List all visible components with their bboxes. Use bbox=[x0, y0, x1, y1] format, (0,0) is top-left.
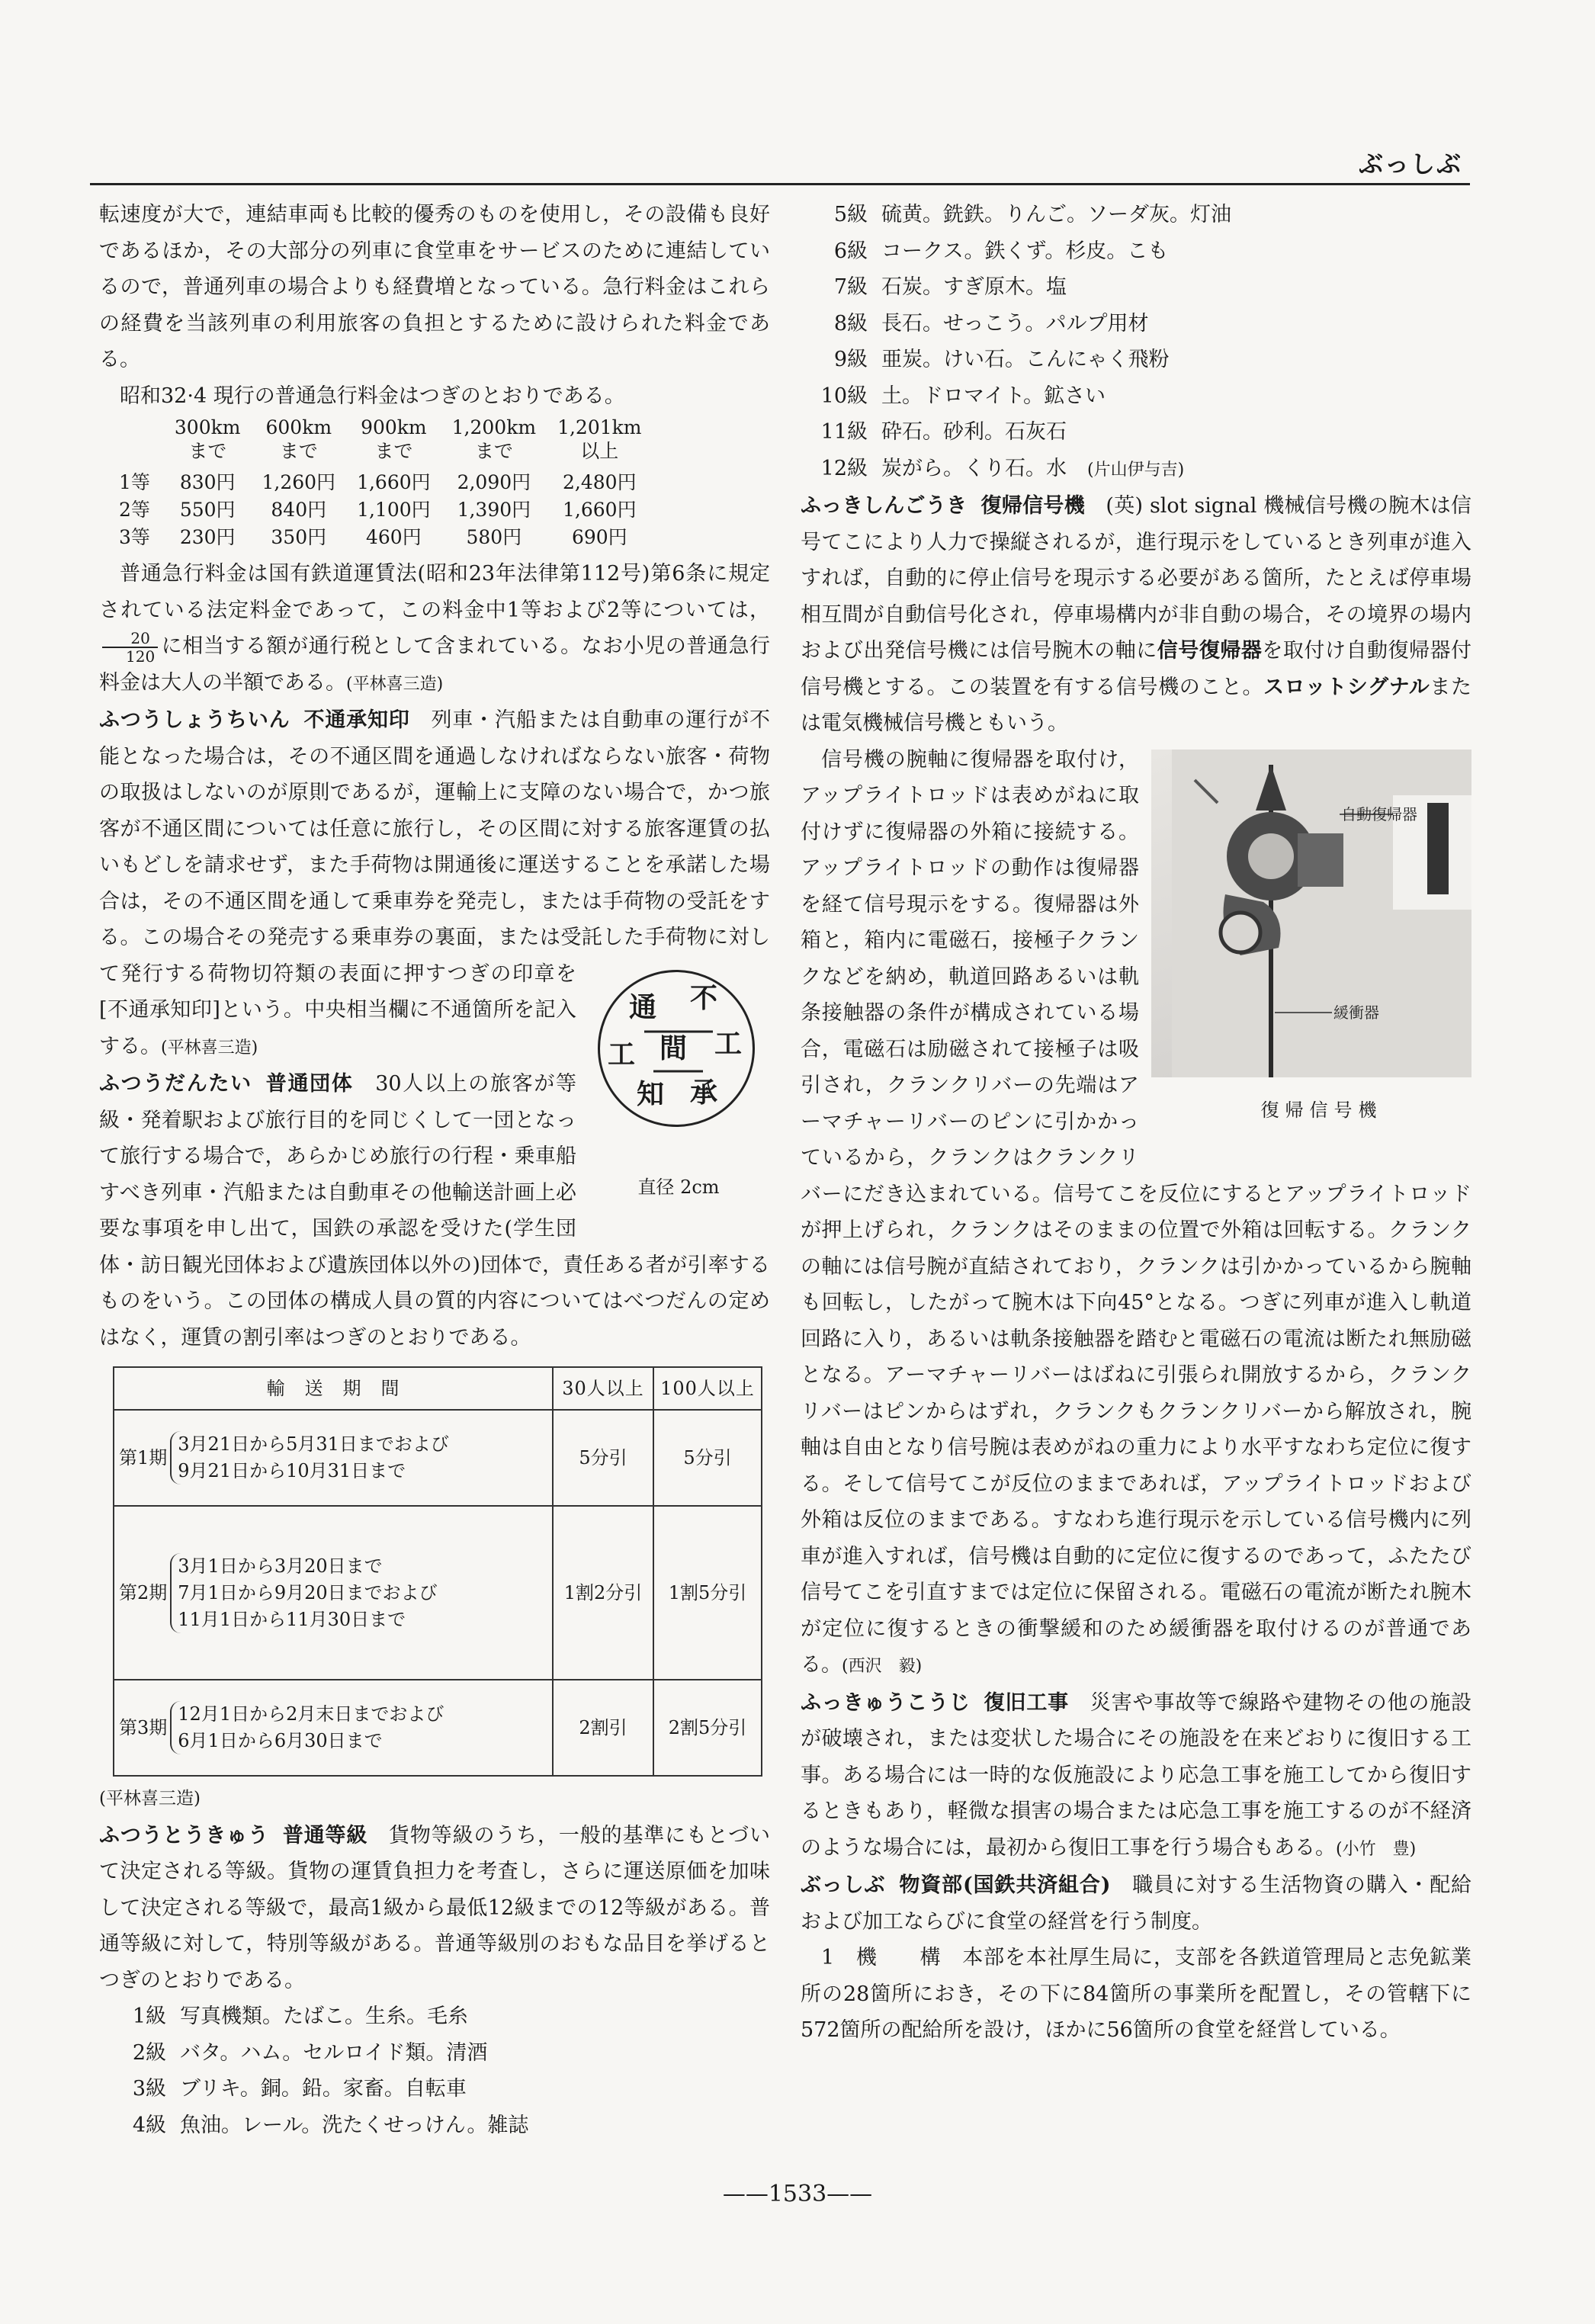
list-item: 9級 亜炭。けい石。こんにゃく飛粉 bbox=[833, 348, 1170, 371]
author: (小竹 豊) bbox=[1336, 1839, 1417, 1859]
entry-fukkyu-koji: ふっきゅうこうじ 復旧工事 災害や事故等で線路や建物その他の施設が破壊され，または変状した場合にその施設を在来どおりに復旧する工事。ある場合には一時的な仮施設により応急工事を施工してから復旧するときもあり，軽微な損害の場合または応急工事を施工するのが不経済のような場合には，最初から復旧工事を行う場合もある。(小竹 豊) bbox=[801, 1690, 1472, 1860]
signal-mechanism-paragraph: 自動復帰器 緩衝器 復帰信号機 信号機の腕軸に復帰器を取付け，アップライトロッドは表めがねに取付けずに復帰器の外箱に接続する。アップライトロッドの動作は復帰器を経て信号現示をする。復帰器は外箱と，箱内に電磁石，接極子クランクなどを納め，軌道回路あるいは軌条接触器の条件が構成されている場合，電磁石は励磁されて接極子は吸引され，クランクリバーの先端はアーマチャーリバーのピンに引かかっているから，クランクはクランクリバーにだき込まれている。信号てこを反位にするとアップライトロッドが押上げられ，クランクはそのままの位置で外箱は回転する。クランクの軸には信号腕が直結されており，クランクは引かかっているから腕軸も回転し，したがって腕木は下向45°となる。つぎに列車が進入し軌道回路に入り，あるいは軌条接触器を踏むと電磁石の電流は断たれ無励磁となる。アーマチャーリバーはばねに引張られ開放するから，クランクリバーはピンからはずれ，クランクもクランクリバーから解放され，腕軸は自由となり信号腕は表めがねの重力により水平すなわち定位に復する。そして信号てこが反位のままであれば，アップライトロッドおよび外箱は反位のままである。すなわち進行現示を示している信号機内に列車が進入すれば，信号機は自動的に定位に復するのであって，ふたたび信号てこを引直すまでは定位に保留される。電磁石の電流が断たれ腕木が定位に復するときの衝撃緩和のため緩衝器を取付けるのが普通である。(西沢 毅) bbox=[801, 742, 1471, 1685]
signal-machine-icon bbox=[1172, 750, 1471, 1077]
photo-label: 緩衝器 bbox=[1333, 1003, 1379, 1022]
entry-fukki-shingoki: ふっきしんごうき 復帰信号機 (英) slot signal 機械信号機の腕木は信号てこにより人力で操縦されるが，進行現示をしているとき列車が進入すれば，自動的に停止信号を現示する必要がある箇所，たとえば停車場相互間が自動信号化され，停車場構内が非自動の場合，その境界の場内および出発信号機には信号腕木の軸に信号復帰器を取付け自動復帰器付信号機とする。この装置を有する信号機のこと。スロットシグナルまたは電気機械信号機ともいう。 bbox=[801, 494, 1472, 735]
fare-header: 600km まで bbox=[265, 416, 332, 462]
list-item: 8級 長石。せっこう。パルプ用材 bbox=[833, 311, 1149, 335]
photo-label: 自動復帰器 bbox=[1341, 804, 1417, 823]
fraction: $\frac{20}{120}$ bbox=[102, 630, 158, 665]
entry-futsu-shochiin: ふつうしょうちいん 不通承知印 列車・汽船または自動車の運行が不能となった場合は，その不通区間を通過しなければならない旅客・荷物の取扱はしないのが原則であるが，運輸上に支障のない場合で，かつ旅客が不通区間については任意に旅行し，その区間に対する旅客運賃の払いもどしを請求せず，また手荷物は開通後に運送することを承諾した場合は，その不通区間を通して乗車券を発売し，または手荷物の受託をする。この場合その発売する乗車券の裏面，または受託した手荷物に対して発行する荷物切符類の表面に押すつぎの印章を 通 不 間 工 工 知 承 直径 2cm [不通承知印]という。中央相当欄に不通箇所を記入する。(平林喜三造) bbox=[99, 702, 770, 1066]
entry-futsu-dantai: ふつうだんたい 普通団体 30人以上の旅客が等級・発着駅および旅行目的を同じくして一団となって旅行する場合で，あらかじめ旅行の行程・乗車船すべき列車・汽船または自動車その他輸送計画上必要な事項を申し出て，国鉄の承認を受けた(学生団体・訪日観光団体および遺族団体以外の)団体で，責任ある者が引率するものをいう。この団体の構成人員の質的内容についてはべつだんの定めはなく，運賃の割引率はつぎのとおりである。 bbox=[99, 1072, 770, 1350]
list-item: 7級 石炭。すぎ原木。塩 bbox=[833, 275, 1067, 299]
list-item: 4級 魚油。レール。洗たくせっけん。雑誌 bbox=[132, 2113, 529, 2137]
fare-note: 普通急行料金は国有鉄道運賃法(昭和23年法律第112号)第6条に規定されている法定料金であって，この料金中1等および2等については， $\frac{20}{120}$ に相当する額が通行税として含まれている。なお小児の普通急行料金は大人の半額である。(平林喜三造) bbox=[99, 562, 770, 695]
fare-header: 1,200km まで bbox=[451, 416, 537, 462]
list-item: 12級 炭がら。くり石。水 (片山伊与吉) bbox=[820, 456, 1185, 480]
express-fare-table bbox=[119, 416, 653, 551]
running-head: ぶっしぶ bbox=[1358, 149, 1462, 178]
list-item: 1級 写真機類。たばこ。生糸。毛糸 bbox=[132, 2005, 468, 2028]
list-item: 6級 コークス。鉄くず。杉皮。こも bbox=[833, 239, 1169, 263]
table-header: 30人以上 bbox=[553, 1367, 653, 1410]
right-column bbox=[801, 197, 1471, 2049]
page-header bbox=[90, 145, 1470, 185]
busshibu-structure: 1 機 構 本部を本社厚生局に，支部を各鉄道管理局と志免鉱業所の28箇所におき，その下に84箇所の事業所を配置し，その管轄下に572箇所の配給所を設け，ほかに56箇所の食堂を経営している。 bbox=[801, 1946, 1472, 2042]
photo-caption: 復帰信号機 bbox=[1260, 1099, 1383, 1121]
signal-machine-photo bbox=[1151, 750, 1471, 1077]
list-item: 2級 バタ。ハム。セルロイド類。清酒 bbox=[132, 2040, 488, 2065]
page-number: ——1533—— bbox=[722, 2181, 873, 2207]
left-column bbox=[99, 197, 770, 2143]
table-row: 第2期 3月1日から3月20日まで 7月1日から9月20日までおよび 11月1日から11月30日まで 1割2分引 1割5分引 bbox=[114, 1506, 762, 1680]
entry-busshibu: ぶっしぶ 物資部(国鉄共済組合) 職員に対する生活物資の購入・配給および加工ならびに食堂の経営を行う制度。 bbox=[801, 1873, 1472, 1934]
table-row: 2等 550円 840円 1,100円 1,390円 1,660円 bbox=[119, 499, 637, 521]
list-item: 11級 砕石。砂利。石灰石 bbox=[820, 420, 1067, 444]
stamp-caption: 直径 2cm bbox=[637, 1176, 720, 1198]
author: (片山伊与吉) bbox=[1087, 460, 1185, 480]
stamp-figure bbox=[587, 965, 770, 1218]
list-item: 3級 ブリキ。銅。鉛。家畜。自転車 bbox=[132, 2077, 467, 2101]
fare-header: 300km まで bbox=[174, 416, 241, 462]
author: (西沢 毅) bbox=[842, 1657, 923, 1676]
entry-futsu-tokyu: ふつうとうきゅう 普通等級 貨物等級のうち，一般的基準にもとづいて決定される等級。貨物の運賃負担力を考査し，さらに運送原価を加味して決定される等級で，最高1級から最低12級までの12等級がある。普通等級に対して，特別等級がある。普通等級別のおもな品目を挙げるとつぎのとおりである。 bbox=[99, 1823, 771, 1992]
author: (平林喜三造) bbox=[346, 674, 444, 694]
table-header: 輸 送 期 間 bbox=[114, 1367, 553, 1410]
list-item: 10級 土。ドロマイト。鉱さい bbox=[820, 384, 1106, 408]
author: (平林喜三造) bbox=[99, 1789, 201, 1809]
author: (平林喜三造) bbox=[161, 1038, 258, 1058]
fare-lead: 昭和32·4 現行の普通急行料金はつぎのとおりである。 bbox=[120, 384, 625, 408]
table-row: 1等 830円 1,260円 1,660円 2,090円 2,480円 bbox=[119, 471, 637, 493]
table-row: 3等 230円 350円 460円 580円 690円 bbox=[119, 526, 627, 548]
fare-header: 1,201km 以上 bbox=[557, 416, 642, 462]
list-item: 5級 硫黄。銑鉄。りんご。ソーダ灰。灯油 bbox=[833, 203, 1231, 226]
table-row: 第3期 12月1日から2月末日までおよび 6月1日から6月30日まで 2割引 2割5分引 bbox=[114, 1680, 762, 1776]
group-discount-table bbox=[113, 1366, 762, 1777]
table-header: 100人以上 bbox=[653, 1367, 762, 1410]
fare-header: 900km まで bbox=[361, 416, 427, 462]
stamp-seal-icon: 通 不 間 工 工 知 承 bbox=[598, 970, 755, 1127]
intro-paragraph: 転速度が大で，連結車両も比較的優秀のものを使用し，その設備も良好であるほか，その大部分の列車に食堂車をサービスのために連結しているので，普通列車の場合よりも経費増となっている。急行料金はこれらの経費を当該列車の利用旅客の負担とするために設けられた料金である。 bbox=[99, 203, 770, 371]
table-row: 第1期 3月21日から5月31日までおよび 9月21日から10月31日まで 5分引 5分引 bbox=[114, 1410, 762, 1506]
signal-photo-figure bbox=[1151, 750, 1471, 1146]
